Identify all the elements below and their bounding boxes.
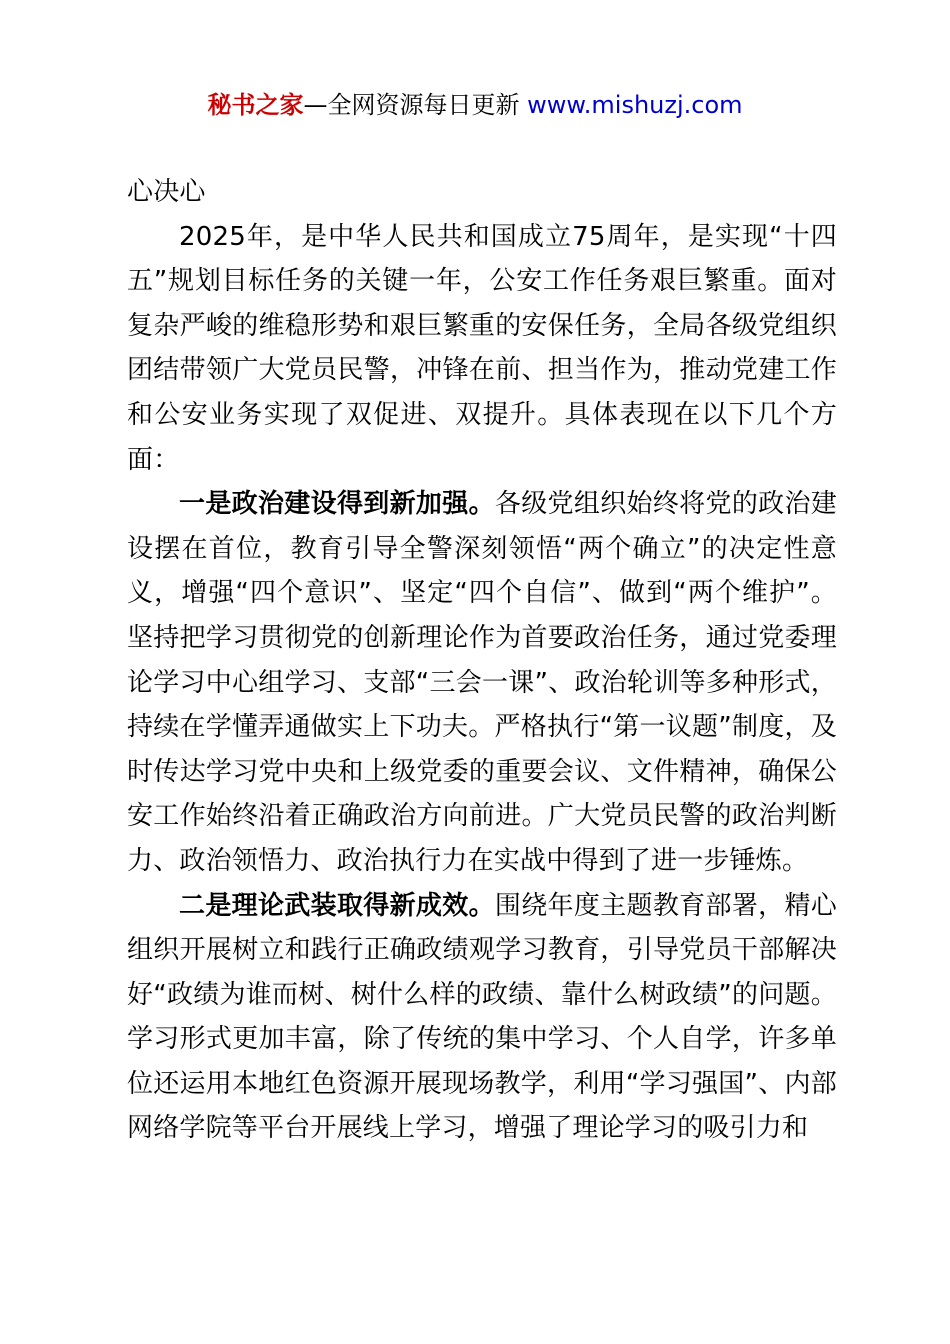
- point-heading-2: 二是理论武装取得新成效。: [179, 890, 495, 921]
- document-body: [127, 170, 837, 1151]
- site-header: [0, 90, 950, 120]
- site-url[interactable]: www.mishuzj.com: [527, 91, 743, 119]
- point-paragraph-2: [127, 884, 837, 1152]
- point-heading-1: 一是政治建设得到新加强。: [179, 489, 495, 520]
- intro-paragraph: 2025年，是中华人民共和国成立75周年，是实现“十四五”规划目标任务的关键一年，公安工作任务艰巨繁重。面对复杂严峻的维稳形势和艰巨繁重的安保任务，全局各级党组织团结带领广大党员民警，冲锋在前、担当作为，推动党建工作和公安业务实现了双促进、双提升。具体表现在以下几个方面：: [127, 221, 837, 475]
- point-text-2: 围绕年度主题教育部署，精心组织开展树立和践行正确政绩观学习教育，引导党员干部解决好“政绩为谁而树、树什么样的政绩、靠什么树政绩”的问题。学习形式更加丰富，除了传统的集中学习、个人自学，许多单位还运用本地红色资源开展现场教学，利用“学习强国”、内部网络学院等平台开展线上学习，增强了理论学习的吸引力和: [127, 890, 837, 1144]
- brand-name: 秘书之家: [207, 91, 304, 119]
- point-text-1: 各级党组织始终将党的政治建设摆在首位，教育引导全警深刻领悟“两个确立”的决定性意义，增强“四个意识”、坚定“四个自信”、做到“两个维护”。坚持把学习贯彻党的创新理论作为首要政治任务，通过党委理论学习中心组学习、支部“三会一课”、政治轮训等多种形式，持续在学懂弄通做实上下功夫。严格执行“第一议题”制度，及时传达学习党中央和上级党委的重要会议、文件精神，确保公安工作始终沿着正确政治方向前进。广大党员民警的政治判断力、政治领悟力、政治执行力在实战中得到了进一步锤炼。: [127, 489, 837, 876]
- point-paragraph-1: [127, 482, 837, 883]
- header-slogan: —全网资源每日更新: [303, 91, 528, 119]
- continued-fragment: 心决心: [127, 177, 206, 207]
